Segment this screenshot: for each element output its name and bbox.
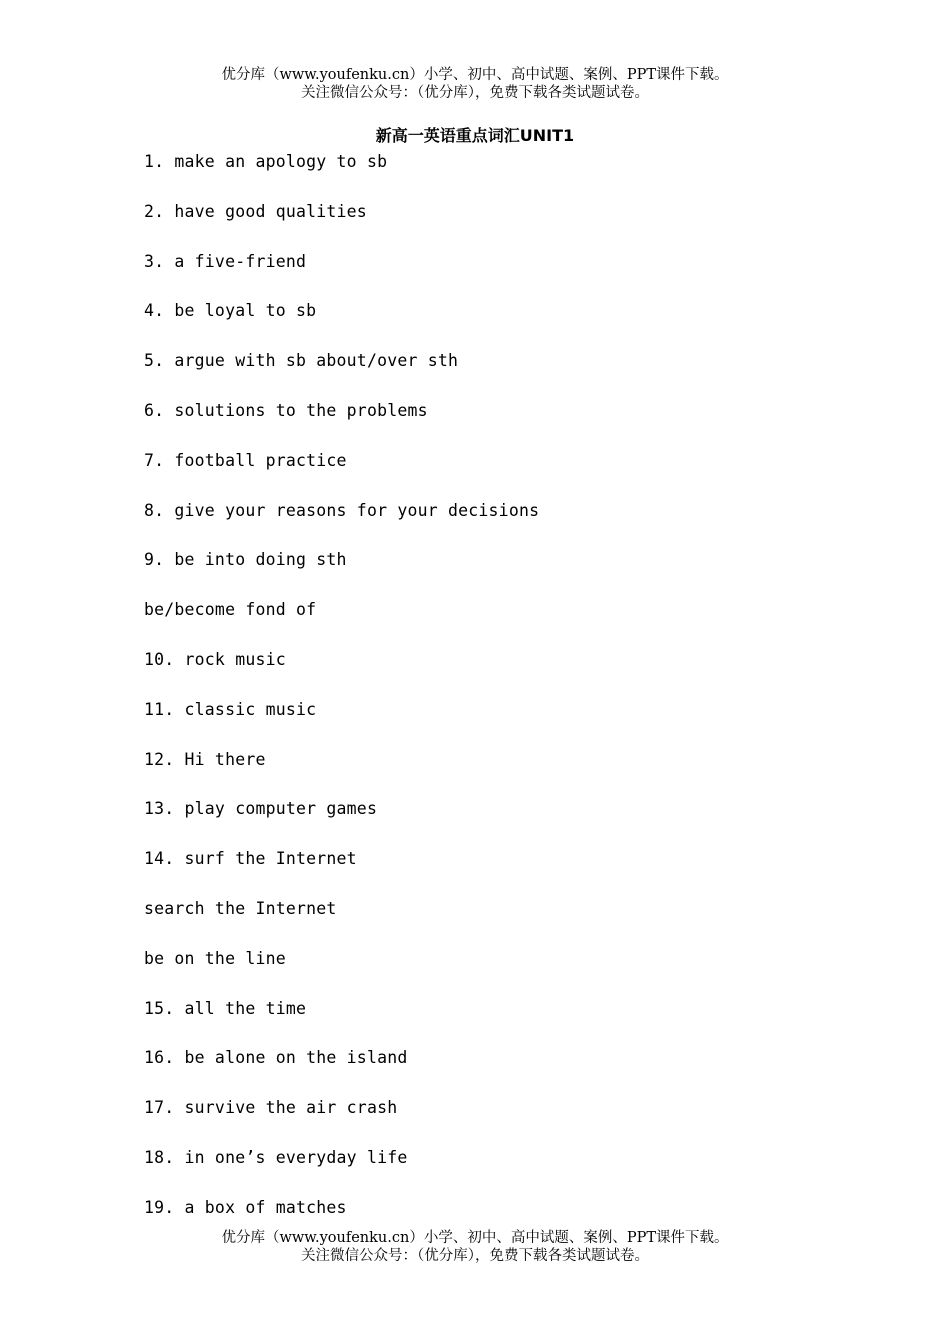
- page-header: [0, 66, 950, 102]
- list-item: be on the line: [144, 948, 286, 968]
- list-item: 18. in one’s everyday life: [144, 1147, 408, 1167]
- list-item: 4. be loyal to sb: [144, 301, 317, 321]
- header-line-1: 优分库（www.youfenku.cn）小学、初中、高中试题、案例、PPT课件下载。: [221, 67, 729, 83]
- list-item: 11. classic music: [144, 699, 317, 719]
- list-item: 2. have good qualities: [144, 201, 367, 221]
- list-item: 14. surf the Internet: [144, 849, 357, 869]
- list-item: 6. solutions to the problems: [144, 400, 428, 420]
- list-item: 5. argue with sb about/over sth: [144, 351, 459, 371]
- list-item: 3. a five-friend: [144, 251, 307, 271]
- list-item: 10. rock music: [144, 649, 286, 669]
- footer-line-1: 优分库（www.youfenku.cn）小学、初中、高中试题、案例、PPT课件下载。: [221, 1230, 729, 1246]
- list-item: 17. survive the air crash: [144, 1098, 398, 1118]
- vocabulary-list: [144, 151, 539, 1247]
- list-item: 13. play computer games: [144, 799, 378, 819]
- list-item: 19. a box of matches: [144, 1197, 347, 1217]
- list-item: search the Internet: [144, 898, 337, 918]
- footer-line-2: 关注微信公众号：（优分库），免费下载各类试题试卷。: [301, 1248, 649, 1264]
- list-item: 1. make an apology to sb: [144, 152, 388, 171]
- list-item: 8. give your reasons for your decisions: [144, 500, 540, 520]
- header-line-2: 关注微信公众号：（优分库），免费下载各类试题试卷。: [301, 85, 649, 101]
- list-item: 15. all the time: [144, 998, 307, 1018]
- list-item: be/become fond of: [144, 600, 317, 620]
- page-footer: [0, 1229, 950, 1265]
- list-item: 9. be into doing sth: [144, 550, 347, 570]
- document-title: 新高一英语重点词汇UNIT1: [375, 126, 575, 145]
- list-item: 7. football practice: [144, 450, 347, 470]
- list-item: 16. be alone on the island: [144, 1048, 408, 1068]
- list-item: 12. Hi there: [144, 749, 266, 769]
